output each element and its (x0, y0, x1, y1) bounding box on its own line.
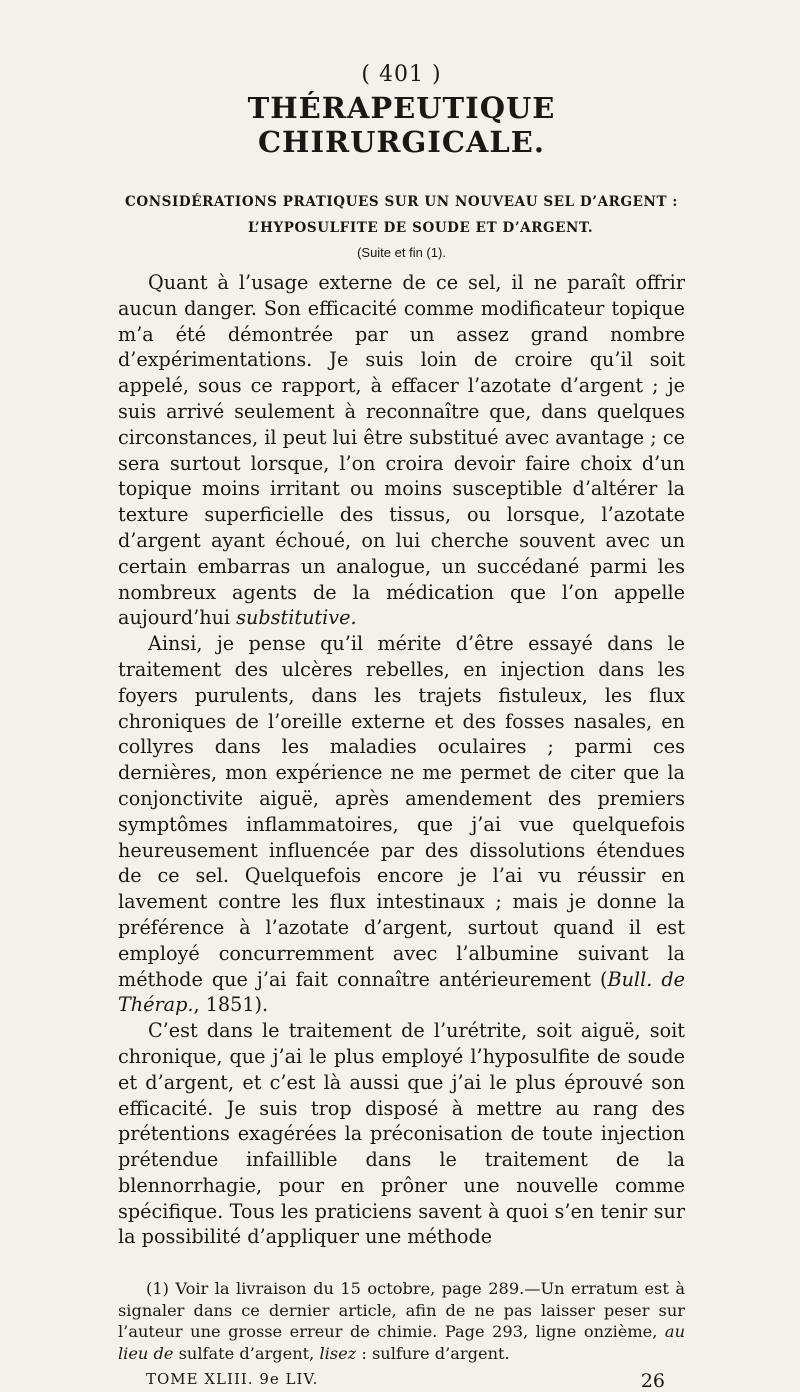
article-body (118, 270, 685, 1250)
paragraph-3: C’est dans le traitement de l’urétrite, soit aiguë, soit chronique, que j’ai le plus employé l’hyposulfite de soude et d’argent, et c’est là aussi que j’ai le plus éprouvé son efficacité. Je suis trop disposé à mettre au rang des prétentions exagérées la préconisation de toute injection prétendue infaillible dans le traitement de la blennorrhagie, pour en prôner une nouvelle comme spécifique. Tous les praticiens savent à quoi s’en tenir sur la possibilité d’appliquer une méthode (118, 1019, 685, 1249)
volume-info: TOME XLIII. 9e LIV. (146, 1370, 319, 1389)
article-title-line-1: CONSIDÉRATIONS PRATIQUES SUR UN NOUVEAU SEL D’ARGENT : (125, 194, 678, 210)
article-subtitle: (Suite et fin (1). (357, 245, 446, 260)
section-title: THÉRAPEUTIQUE CHIRURGICALE. (247, 91, 556, 159)
footnote-emphasis-1: au lieu de (118, 1322, 685, 1363)
footnote-text-3: : sulfure d’argent. (356, 1343, 510, 1363)
footnote-text: (1) Voir la livraison du 15 octobre, page 289.—Un erratum est à signaler dans ce dernier article, afin de ne pas laisser peser sur l’auteur une grosse erreur de chimie. Page 293, ligne onzième, (118, 1279, 685, 1342)
footnote (118, 1278, 685, 1364)
page-number: ( 401 ) (361, 62, 442, 87)
signature-number: 26 (640, 1370, 665, 1392)
paragraph-2 (118, 631, 685, 1018)
article-title-line-2: L’HYPOSULFITE DE SOUDE ET D’ARGENT. (248, 220, 594, 236)
paragraph-1 (118, 270, 685, 631)
paragraph-1-text: Quant à l’usage externe de ce sel, il ne paraît offrir aucun danger. Son efficacité comme modificateur topique m’a été démontrée par un assez grand nombre d’expérimentations. Je suis loin de croire qu’il soit appelé, sous ce rapport, à effacer l’azotate d’argent ; je suis arrivé seulement à reconnaître que, dans quelques circonstances, il peut lui être substitué avec avantage ; ce sera surtout lorsque, l’on croira devoir faire choix d’un topique moins irritant ou moins susceptible d’altérer la texture superficielle des tissus, ou lorsque, l’azotate d’argent ayant échoué, on lui cherche souvent avec un certain embarras un analogue, un succédané parmi les nombreux agents de la médication que l’on appelle aujourd’hui (118, 271, 685, 630)
article-title (118, 189, 685, 241)
paragraph-1-emphasis: substitutive. (236, 606, 357, 630)
footnote-emphasis-2: lisez (319, 1343, 357, 1363)
paragraph-2-citation: Bull. de Thérap. (118, 967, 685, 1017)
footnote-1 (118, 1278, 685, 1364)
paragraph-2-text-end: , 1851). (193, 993, 269, 1017)
paragraph-2-text: Ainsi, je pense qu’il mérite d’être essayé dans le traitement des ulcères rebelles, en injection dans les foyers purulents, dans les trajets fistuleux, les flux chroniques de l’oreille externe et des fosses nasales, en collyres dans les maladies oculaires ; parmi ces dernières, mon expérience ne me permet de citer que la conjonctivite aiguë, après amendement des premiers symptômes inflammatoires, que j’ai vue quelquefois heureusement influencée par des dissolutions étendues de ce sel. Quelquefois encore je l’ai vu réussir en lavement contre les flux intestinaux ; mais je donne la préférence à l’azotate d’argent, surtout quand il est employé concurremment avec l’albumine suivant la méthode que j’ai fait connaître antérieurement ( (118, 632, 685, 991)
footnote-text-2: sulfate d’argent, (173, 1343, 320, 1363)
page-footer (118, 1370, 685, 1392)
